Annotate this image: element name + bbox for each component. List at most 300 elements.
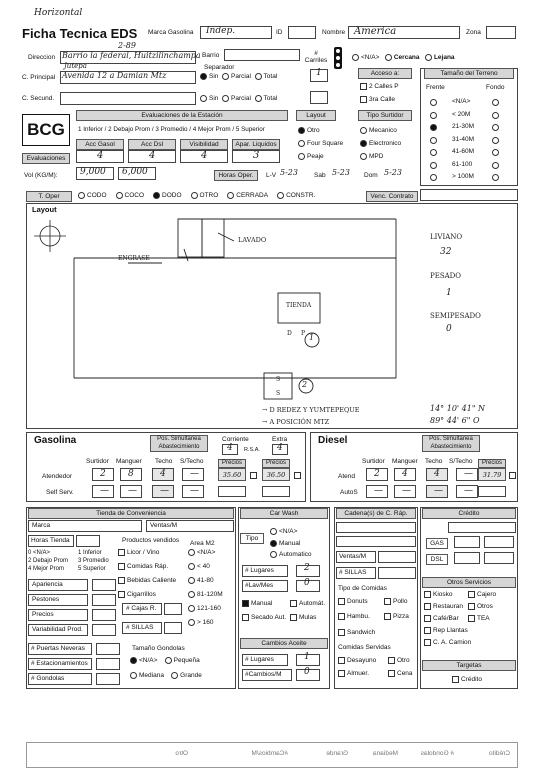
count-field[interactable] [120,485,142,498]
id-field[interactable] [288,26,316,39]
ca-cambios-value: 0 [304,667,310,677]
rated-item-value[interactable] [92,624,116,636]
cw-manual-check[interactable] [242,600,249,607]
tipo-comidas-label: Tipo de Comidas [338,585,387,592]
service-check[interactable] [424,639,431,646]
cajas-value[interactable] [164,603,182,615]
count-value: — [464,486,473,496]
na-radio[interactable] [352,54,359,61]
rated-item-value[interactable] [92,594,116,606]
area-label-item: < 40 [197,563,210,571]
sab-label: Sab [314,172,326,179]
donuts-check[interactable] [338,598,345,605]
mpd-radio[interactable] [360,153,367,160]
count-value: 4 [434,469,440,479]
product-label: Bebidas Caliente [127,577,177,585]
corriente-value: 4 [227,443,233,453]
surt-mecanico: Mecanico [360,127,397,134]
area-label-item: 81-120M [197,591,223,599]
dsl-credit-dias[interactable] [484,552,514,564]
count-field[interactable] [456,485,478,498]
count-value: — [128,486,137,496]
eval-col-header: Acc Dsl [128,139,176,150]
tienda-horas-label: Horas Tienda [31,537,70,544]
csecund-label: C. Secund. [22,95,55,102]
area-radio[interactable] [188,619,195,626]
venc-label: Venc. Contrato [366,191,418,202]
count-field[interactable] [394,485,416,498]
frente-radio[interactable] [430,162,437,169]
evaluation-title: Evaluaciones de la Estación [76,110,288,121]
gas-pos-simult: Pos. Simultanea Abastecimiento [150,435,208,452]
dsl-precios: Precios [478,459,506,468]
evaluation-scale: 1 Inferior / 2 Debajo Prom / 3 Promedio / 4 Mejor Prom / 5 Superior [78,126,265,133]
drawing-title: Layout [32,205,57,214]
peaje-radio[interactable] [298,153,305,160]
service-label: Rep Llantas [433,627,468,635]
product-label: Comidas Ráp. [127,563,169,571]
selfserv-label: Self Serv. [46,489,74,496]
cw-mulas: Mulas [290,614,316,621]
count-item[interactable] [28,658,92,670]
eval-value-field[interactable] [232,150,280,163]
street-arrow-2: → A POSICIÓN MTZ [262,418,330,426]
count-item[interactable] [28,673,92,685]
rated-item-value[interactable] [92,609,116,621]
eval-col-header: Apar. Liquidos [232,139,280,150]
barrio-label: Barrio [202,52,220,59]
area-radio[interactable] [188,563,195,570]
count-value: — [434,486,443,496]
product-check[interactable] [118,549,125,556]
rated-item[interactable] [28,624,88,636]
zona-label: Zona [466,29,481,36]
area-label-item: 41-80 [197,577,214,585]
cadena-name-2[interactable] [336,536,416,547]
tercera-calle-check[interactable] [360,96,367,103]
gas-precio-check-1[interactable] [250,472,257,479]
size-label: 61-100 [452,160,473,168]
targetas-credito: Crédito [452,676,482,683]
count-field[interactable] [456,468,478,481]
sin-radio-2[interactable] [200,95,207,102]
layout-four: Four Square [298,140,343,147]
product-check[interactable] [118,577,125,584]
parcial-radio-2[interactable] [222,95,229,102]
cadena-sillas-value[interactable] [378,567,416,579]
product-item [118,563,168,570]
count-field[interactable] [394,468,416,481]
almuer-check[interactable] [338,670,345,677]
tienda-label: TIENDA [286,302,312,309]
count-value: — [402,486,411,496]
coord-n: 14° 10' 41" N [430,404,486,413]
gas-h-techo: Techo [155,458,173,465]
mirror-c: Mediana [373,750,398,757]
handwritten-note: Horizontal [34,8,83,18]
fondo-radio[interactable] [492,124,499,131]
credito-blank[interactable] [448,522,516,533]
count-field[interactable] [120,468,142,481]
dsl-precio-auto[interactable] [478,486,506,497]
gondola-na-radio[interactable] [130,657,137,664]
service-check[interactable] [424,627,431,634]
count-value: 8 [128,469,134,479]
bcg-logo: BCG [22,114,70,146]
service-check[interactable] [424,591,431,598]
frente-radio[interactable] [430,112,437,119]
eval-value-field[interactable] [76,150,124,163]
count-value: 4 [402,469,408,479]
carwash-tipo-label: Tipo [240,533,264,544]
product-label: Licor / Vino [127,549,160,557]
direccion-extra: 2-89 [118,41,136,50]
barrio-field[interactable] [224,49,300,61]
eval-value-field[interactable] [180,150,228,163]
cprincipal-value: Avenida 12 a Damian Mtz [62,71,167,80]
gas-h-surtidor: Surtidor [86,458,109,465]
otro-check[interactable] [388,657,395,664]
lejana-radio[interactable] [425,54,432,61]
dsl-credit-pct[interactable] [454,552,480,564]
rated-item[interactable] [28,579,88,591]
scale-item: 0 <N/A> [28,550,51,556]
toper-radio[interactable] [227,192,234,199]
service-label: TEA [477,615,490,623]
frente-radio[interactable] [430,124,437,131]
count-value: 2 [374,469,380,479]
cambios-title: Cambios Aceite [240,638,328,649]
service-check[interactable] [468,591,475,598]
direccion-label: Direccion [28,54,56,61]
surt-electronico: Electronico [360,140,401,147]
size-label: 21-30M [452,123,475,130]
gas-precio-self-1[interactable] [218,486,246,497]
service-item [468,615,490,622]
mirror-b: # Gondolas [420,750,454,757]
frente-radio[interactable] [430,99,437,106]
eval-value: 3 [253,150,260,161]
service-check[interactable] [468,615,475,622]
cw-opt-manual: Manual [270,540,300,547]
count-item-value[interactable] [96,643,120,655]
dom-value: 5-23 [384,168,402,177]
lv-value: 5-23 [280,168,298,177]
ca-cambios-label: #Cambios/M [245,671,282,678]
extra-label: Extra [272,436,288,443]
dsl-pos-simult: Pos. Simultanea Abastecimiento [422,435,480,452]
size-row [430,110,514,123]
count-value: — [190,486,199,496]
carriles-label: # Carriles [304,50,328,64]
rated-item[interactable] [28,609,88,621]
gas-precios-1: Precios [218,459,246,468]
form-title: Ficha Tecnica EDS [22,26,138,41]
area-label-item: <N/A> [197,549,216,557]
frente-radio[interactable] [430,137,437,144]
cw-lavmes-label: #Lav/Mes [245,582,274,589]
size-row [430,172,514,185]
count-field[interactable] [426,485,448,498]
area-radio[interactable] [188,605,195,612]
productos-label: Productos vendidos [122,537,180,544]
cadena-name-1[interactable] [336,522,416,533]
eval-value: 4 [201,150,208,161]
size-row [430,160,514,173]
count-field[interactable] [426,468,448,481]
vol-label: Vol (KG/M): [24,172,58,179]
liviano-count: 32 [440,247,452,257]
dsl-atend-label: Atend [338,473,355,480]
gasolina-title: Gasolina [34,435,77,446]
comidas-servidas-label: Comidas Servidas [338,644,391,651]
cena-check[interactable] [388,670,395,677]
rated-item-value[interactable] [92,579,116,591]
cw-na-radio[interactable] [270,528,277,535]
desayuno-check[interactable] [338,657,345,664]
ca-lugares-label: # Lugares [245,656,274,663]
sep-row1: Sin Parcial Total [200,73,277,80]
tienda-ventas-label: Ventas/M [150,522,178,529]
tienda-sillas-value[interactable] [164,622,182,634]
gondola-pequena-radio[interactable] [165,657,172,664]
cw-opt-na: <N/A> [270,528,297,535]
vol-value-1: 9,000 [80,167,106,177]
sep-row2: Sin Parcial Total [200,95,277,102]
cajas-label: # Cajas R. [126,605,157,612]
gas-precio-check-2[interactable] [294,472,301,479]
gondola-row2: Mediana Grande [130,672,202,679]
count-item-value[interactable] [96,673,120,685]
size-label: 41-60M [452,148,475,155]
carriles-field-2[interactable] [310,91,328,104]
area-label-item: 121-160 [197,605,221,613]
cad-cena: Cena [388,670,413,677]
fondo-radio[interactable] [492,112,499,119]
dsl-autos-label: AutoS [340,489,358,496]
size-label: < 20M [452,110,471,118]
gondola-mediana-radio[interactable] [130,672,137,679]
area-radio[interactable] [188,577,195,584]
acceso-title: Acceso a: [358,68,412,79]
tienda-title: Tienda de Conveniencia [28,508,234,519]
toper-radio[interactable] [153,192,160,199]
semipesado-label: SEMIPESADO [430,312,481,320]
rsa-label: R.S.A. [244,447,260,453]
gas-credit-dias[interactable] [484,536,514,548]
cadena-title: Cadena(s) de C. Ráp. [336,508,416,519]
cw-secado-check[interactable] [242,614,249,621]
area-item [188,577,214,584]
tienda-horas-value[interactable] [76,535,100,547]
service-check[interactable] [424,603,431,610]
toper-option: OTRO [199,192,219,200]
rated-item[interactable] [28,594,88,606]
total-radio[interactable] [255,73,262,80]
cw-lugares-label: # Lugares [245,567,274,574]
mecanico-radio[interactable] [360,127,367,134]
count-field[interactable] [366,468,388,481]
cad-donuts: Donuts [338,598,368,605]
gondola-grande-radio[interactable] [171,672,178,679]
gas-credit-label: GAS [426,538,448,549]
eval-value-field[interactable] [128,150,176,163]
cadena-ventas-value[interactable] [378,551,416,563]
count-field[interactable] [92,468,114,481]
dsl-precio[interactable]: 31.79 [478,468,506,481]
frente-radio[interactable] [430,149,437,156]
pump-s2: S [276,390,281,397]
horas-label: Horas Oper. [214,170,258,181]
product-check[interactable] [118,591,125,598]
cprincipal-label: C. Principal [22,74,56,81]
product-item [118,549,159,556]
size-label: <N/A> [452,98,471,105]
cw-auto-radio[interactable] [270,551,277,558]
cad-pizza: Pizza [384,613,409,620]
parcial-radio[interactable] [222,73,229,80]
island-1: 1 [309,333,315,342]
area-radio[interactable] [188,591,195,598]
dos-calles: 2 Calles P [360,83,399,90]
count-value: 2 [100,469,106,479]
count-item-value[interactable] [96,658,120,670]
toper-option: COCO [124,192,144,200]
toper-radio[interactable] [277,192,284,199]
cad-desayuno: Desayuno [338,657,376,664]
size-label: > 100M [452,173,474,180]
fondo-radio[interactable] [492,174,499,181]
cw-automat-check[interactable] [290,600,297,607]
size-row [430,97,514,110]
gas-precio-1[interactable]: 35.60 [218,468,246,481]
credito-check[interactable] [452,676,459,683]
sandwich-check[interactable] [338,629,345,636]
pump-d: D [287,330,292,337]
count-value: — [374,486,383,496]
gas-precio-self-2[interactable] [262,486,290,497]
hambu-check[interactable] [338,613,345,620]
fondo-radio[interactable] [492,149,499,156]
service-item [468,591,496,598]
dos-calles-check[interactable] [360,83,367,90]
count-field[interactable] [182,468,204,481]
count-field[interactable] [92,485,114,498]
layout-type-title: Layout [296,110,336,121]
venc-field[interactable] [420,189,518,201]
area-label-item: > 160 [197,619,214,627]
pizza-check[interactable] [384,613,391,620]
cw-mulas-check[interactable] [290,614,297,621]
service-item [424,615,459,622]
lv-label: L-V [266,172,277,179]
cw-lugares-value: 2 [304,563,310,573]
toper-radio[interactable] [191,192,198,199]
rated-item-label: Precios [32,611,54,618]
frente-radio[interactable] [430,174,437,181]
count-item[interactable] [28,643,92,655]
mirror-e: #Cambios/M [251,750,288,757]
fondo-radio[interactable] [492,137,499,144]
layout-otro: Otro [298,127,320,134]
product-item [118,591,156,598]
area-radio[interactable] [188,549,195,556]
count-value: — [160,486,169,496]
product-check[interactable] [118,563,125,570]
gondola-row1: <N/A> Pequeña [130,657,200,664]
tamano-gondolas-label: Tamaño Gondolas [132,645,185,652]
four-square-radio[interactable] [298,140,305,147]
fondo-label: Fondo [486,84,505,91]
fondo-radio[interactable] [492,162,499,169]
cw-automat: Automát. [290,600,325,607]
sin-radio[interactable] [200,73,207,80]
marca-label: Marca Gasolina [148,29,194,36]
service-check[interactable] [424,615,431,622]
total-radio-2[interactable] [255,95,262,102]
otro-radio[interactable] [298,127,305,134]
extra-value: 4 [277,443,283,453]
count-field[interactable] [152,485,174,498]
service-item [424,591,453,598]
rated-item-label: Pestones [32,596,60,603]
service-check[interactable] [468,603,475,610]
count-field[interactable] [366,485,388,498]
tamano-title: Tamaño del Terreno [424,68,514,79]
zona-field[interactable] [486,26,516,39]
toper-option: DODO [162,192,182,200]
cw-manual-radio[interactable] [270,540,277,547]
mirror-a: Crédito [489,750,510,757]
fondo-radio[interactable] [492,99,499,106]
cad-otro: Otro [388,657,410,664]
position-options: <N/A> Cercana Lejana [352,54,455,61]
sab-value: 5-23 [332,168,350,177]
lot-outline [74,219,396,399]
toper-radio[interactable] [116,192,123,199]
toper-radio[interactable] [78,192,85,199]
pollo-check[interactable] [384,598,391,605]
liviano-label: LIVIANO [430,233,463,241]
service-label: Kiosko [433,591,453,599]
surtidor-type-title: Tipo Surtidor [358,110,412,121]
dsl-h-manguer: Manguer [392,458,418,465]
gas-credit-pct[interactable] [454,536,480,548]
area-item [188,563,210,570]
cw-manual: Manual [242,600,272,607]
gas-precio-2[interactable]: 36.50 [262,468,290,481]
gas-h-stecho: S/Techo [180,458,204,465]
count-field[interactable] [152,468,174,481]
eval-col-header: Visibilidad [180,139,228,150]
csecund-field[interactable] [60,92,196,105]
service-item [424,639,471,646]
cercana-radio[interactable] [385,54,392,61]
semipesado-count: 0 [446,324,452,334]
toper-option: CONSTR. [286,192,316,200]
area-item [188,619,213,626]
count-item-label: # Estacionamientos [31,660,88,667]
dsl-h-techo: Techo [425,458,443,465]
dsl-precio-check[interactable] [509,472,516,479]
count-field[interactable] [182,485,204,498]
size-label: 31-40M [452,135,475,143]
electronico-radio[interactable] [360,140,367,147]
count-value: 4 [160,469,166,479]
scale-item: 3 Promedio [78,558,109,564]
tercera-calle: 3ra Calle [360,96,395,103]
area-item [188,605,221,612]
